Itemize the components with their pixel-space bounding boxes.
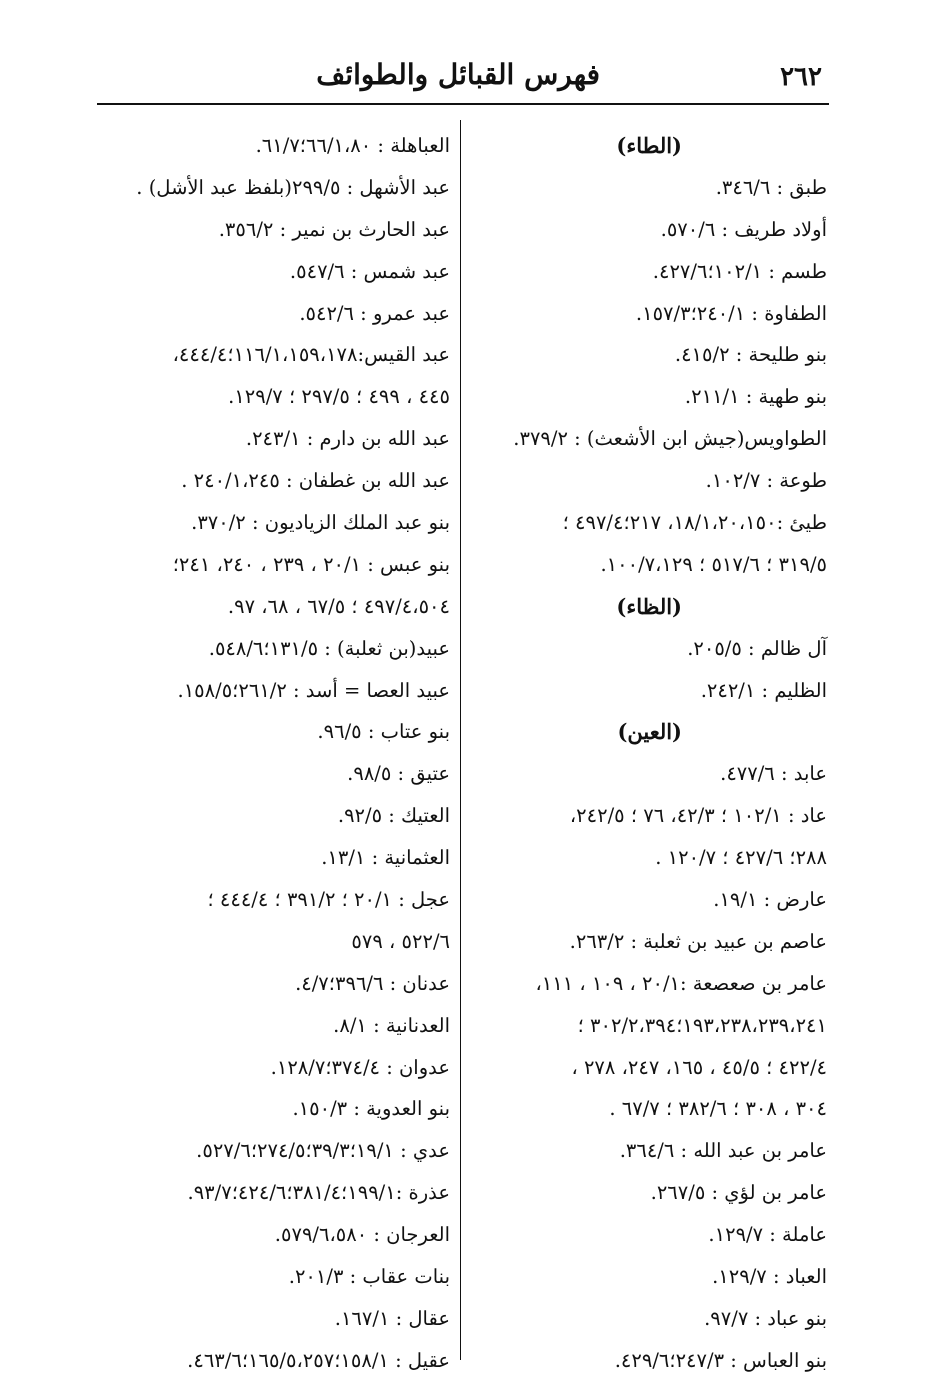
index-entry-line: عبد القيس:١١٦/١،١٥٩،١٧٨؛٤٤٤/٤، [172, 343, 450, 367]
index-entry-line: عبد الأشهل : ٢٩٩/٥(بلفظ عبد الأشل) . [136, 175, 450, 199]
index-entry-line: آل ظالم : ٢٠٥/٥. [687, 636, 827, 660]
column-divider [460, 120, 461, 1360]
index-entry-line: العتيك : ٩٢/٥. [337, 804, 450, 828]
section-heading: (الظاء) [616, 593, 682, 619]
index-entry-line: عتيق : ٩٨/٥. [347, 762, 450, 786]
index-entry-line: بنو عبد الملك الزياديون : ٣٧٠/٢. [191, 511, 450, 535]
index-entry-line: طسم : ١٠٢/١؛٤٢٧/٦. [652, 259, 827, 283]
section-heading: (العين) [617, 719, 682, 745]
index-entry-line: عقيل : ١٥٨/١؛١٦٥/٥،٢٥٧؛٤٦٣/٦. [187, 1348, 450, 1372]
index-entry-line: بنو العباس : ٢٤٧/٣؛٤٢٩/٦. [614, 1348, 827, 1372]
index-entry-line: ١٩٣،٢٣٨،٢٣٩،٢٤١؛٣٠٢/٢،٣٩٤ ؛ [577, 1013, 827, 1037]
header-rule [97, 103, 829, 105]
index-entry-line: عذرة :١٩٩/١؛٣٨١/٤؛٤٢٤/٦؛٩٣/٧. [187, 1181, 450, 1205]
index-entry-line: العرجان : ٥٧٩/٦،٥٨٠. [274, 1223, 450, 1247]
index-entry-line: عامر بن لؤي : ٢٦٧/٥. [650, 1181, 827, 1205]
index-entry-line: طوعة : ١٠٢/٧. [705, 469, 827, 493]
index-entry-line: العباد : ١٢٩/٧. [712, 1265, 827, 1289]
index-entry-line: عجل : ٢٠/١ ؛ ٣٩١/٢ ؛ ٤٤٤/٤ ؛ [207, 888, 450, 912]
index-entry-line: عدوان : ٣٧٤/٤؛١٢٨/٧. [270, 1055, 450, 1079]
index-entry-line: العثمانية : ١٣/١. [321, 846, 450, 870]
index-entry-line: بنو عباد : ٩٧/٧. [704, 1306, 827, 1330]
index-entry-line: ٥٢٢/٦ ، ٥٧٩ [351, 929, 450, 953]
page-header [98, 58, 826, 102]
index-entry-line: بنو العدوية : ١٥٠/٣. [292, 1097, 450, 1121]
page-title: فهرس القبائل والطوائف [316, 58, 600, 91]
index-entry-line: ٢٨٨؛ ٤٢٧/٦ ؛ ١٢٠/٧ . [655, 846, 827, 870]
index-entry-line: عبد الله بن دارم : ٢٤٣/١. [245, 427, 450, 451]
index-entry-line: ٤٩٧/٤،٥٠٤ ؛ ٦٧/٥ ، ٦٨، ٩٧. [227, 594, 450, 618]
index-entry-line: طيئ :١٨/١،٢٠،١٥٠، ٢١٧؛٤٩٧/٤ ؛ [562, 511, 827, 535]
index-entry-line: عبد الله بن غطفان : ٢٤٠/١،٢٤٥ . [181, 469, 450, 493]
index-entry-line: الطفاوة : ٢٤٠/١؛١٥٧/٣. [635, 301, 827, 325]
index-entry-line: عدي : ١٩/١؛٣٩/٣؛٢٧٤/٥؛٥٢٧/٦. [196, 1139, 450, 1163]
index-entry-line: عبيد العصا = أسد : ٢٦١/٢؛١٥٨/٥. [177, 678, 450, 702]
index-entry-line: أولاد طريف : ٥٧٠/٦. [660, 217, 827, 241]
index-entry-line: عقال : ١٦٧/١. [334, 1306, 450, 1330]
index-entry-line: بنو عتاب : ٩٦/٥. [317, 720, 450, 744]
index-entry-line: عامر بن عبد الله : ٣٦٤/٦. [619, 1139, 827, 1163]
index-entry-line: عابد : ٤٧٧/٦. [720, 762, 827, 786]
index-entry-line: بنات عقاب : ٢٠١/٣. [288, 1265, 450, 1289]
index-entry-line: عبد شمس : ٥٤٧/٦. [289, 259, 450, 283]
index-entry-line: عارض : ١٩/١. [713, 888, 827, 912]
index-entry-line: عامر بن صعصعة :٢٠/١ ، ١٠٩ ، ١١١، [535, 971, 827, 995]
index-entry-line: عاملة : ١٢٩/٧. [708, 1223, 827, 1247]
index-entry-line: عبيد(بن ثعلبة) : ١٣١/٥؛٥٤٨/٦. [208, 636, 450, 660]
index-entry-line: العباهلة : ٦٦/١،٨٠؛٦١/٧. [255, 134, 450, 157]
index-entry-line: طبق : ٣٤٦/٦. [715, 175, 827, 199]
index-entry-line: العدنانية : ٨/١. [333, 1013, 450, 1037]
index-column-left [85, 125, 450, 1382]
index-column-right [472, 125, 827, 1382]
index-entry-line: عبد عمرو : ٥٤٢/٦. [299, 301, 450, 325]
index-entry-line: عبد الحارث بن نمير : ٣٥٦/٢. [218, 217, 450, 241]
index-entry-line: ٣١٩/٥ ؛ ٥١٧/٦ ؛ ١٠٠/٧،١٢٩. [600, 552, 827, 576]
index-entry-line: ٤٢٢/٤ ؛ ٤٥/٥ ، ١٦٥، ٢٤٧، ٢٧٨ ، [571, 1055, 827, 1079]
index-entry-line: عاد : ١٠٢/١ ؛ ٤٢/٣، ٧٦ ؛ ٢٤٢/٥، [569, 804, 827, 828]
index-entry-line: عدنان : ٣٩٦/٦؛٤/٧. [295, 971, 450, 995]
index-entry-line: بنو عبس : ٢٠/١ ، ٢٣٩ ، ٢٤٠، ٢٤١؛ [172, 552, 450, 576]
section-heading: (الطاء) [616, 133, 682, 158]
index-entry-line: عاصم بن عبيد بن ثعلبة : ٢٦٣/٢. [569, 929, 827, 953]
index-entry-line: بنو طهية : ٢١١/١. [684, 385, 827, 409]
index-entry-line: الطواويس(جيش ابن الأشعث) : ٣٧٩/٢. [513, 427, 827, 451]
index-entry-line: بنو طليحة : ٤١٥/٢. [674, 343, 827, 367]
index-entry-line: ٤٤٥ ، ٤٩٩ ؛ ٢٩٧/٥ ؛ ١٢٩/٧. [228, 385, 450, 409]
index-entry-line: ٣٠٤ ، ٣٠٨ ؛ ٣٨٢/٦ ؛ ٦٧/٧ . [609, 1097, 827, 1121]
index-entry-line: الظليم : ٢٤٢/١. [700, 678, 827, 702]
page-number: ٢٦٢ [780, 62, 822, 92]
